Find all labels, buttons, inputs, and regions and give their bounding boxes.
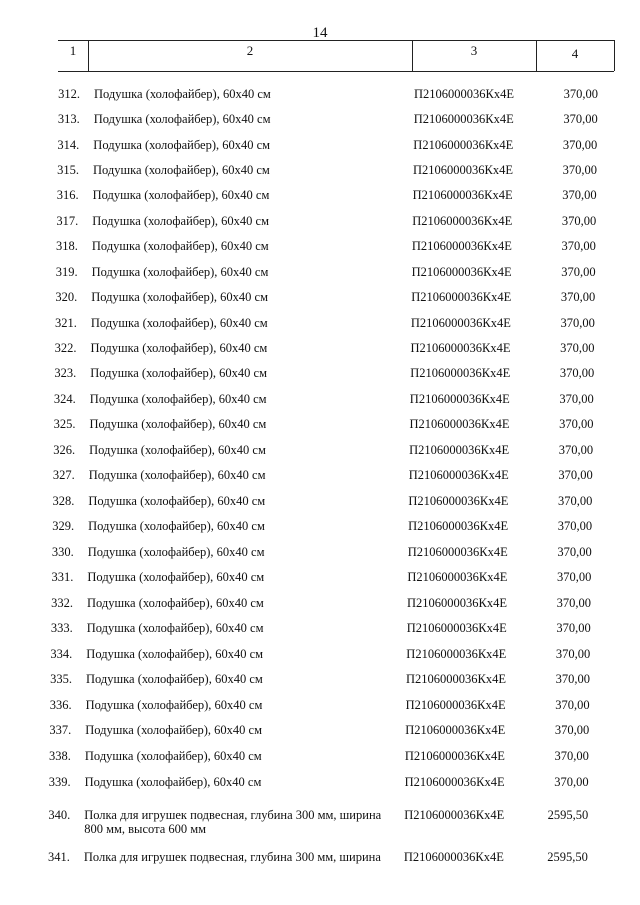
item-name: Подушка (холофайбер), 60x40 см [86, 621, 264, 635]
item-name: Подушка (холофайбер), 60x40 см [85, 698, 263, 712]
item-price: 370,00 [559, 417, 594, 431]
item-name: Подушка (холофайбер), 60x40 см [89, 392, 267, 406]
item-name: Подушка (холофайбер), 60x40 см [91, 290, 268, 304]
item-code: П2106000036Кх4Е [405, 698, 506, 712]
item-name: Подушка (холофайбер), 60x40 см [90, 316, 268, 330]
row-number: 321. [55, 316, 77, 330]
row-number: 325. [53, 417, 76, 431]
row-number: 328. [52, 494, 75, 508]
item-name: Подушка (холофайбер), 60x40 см [92, 214, 269, 228]
item-code: П2106000036Кх4Е [407, 596, 507, 610]
item-price: 370,00 [562, 138, 598, 152]
row-number: 333. [50, 621, 73, 635]
item-code: П2106000036Кх4Е [403, 850, 504, 864]
row-number: 326. [53, 443, 76, 457]
item-price: 370,00 [554, 775, 589, 789]
item-name: Подушка (холофайбер), 60x40 см [93, 112, 271, 126]
item-price: 370,00 [559, 392, 594, 406]
item-code: П2106000036Кх4Е [406, 647, 507, 661]
row-number: 317. [56, 214, 79, 228]
row-number: 319. [55, 265, 78, 279]
item-price: 370,00 [555, 672, 590, 686]
item-name: Подушка (холофайбер), 60x40 см [90, 366, 267, 380]
item-name: Полка для игрушек подвесная, глубина 300 мм, ширина 800 мм, высота 600 мм [84, 808, 382, 836]
item-price: 370,00 [554, 723, 590, 737]
item-code: П2106000036Кх4Е [414, 87, 514, 101]
item-code: П2106000036Кх4Е [408, 519, 509, 533]
item-code: П2106000036Кх4Е [410, 366, 511, 380]
row-number: 339. [48, 775, 71, 789]
item-name: Подушка (холофайбер), 60x40 см [89, 417, 267, 431]
row-number: 338. [49, 749, 71, 763]
row-number: 335. [50, 672, 72, 686]
header-col-1: 1 [69, 43, 77, 58]
item-price: 370,00 [555, 698, 590, 712]
row-number: 329. [52, 519, 75, 533]
item-code: П2106000036Кх4Е [404, 749, 505, 763]
item-code: П2106000036Кх4Е [411, 265, 512, 279]
item-price: 370,00 [559, 366, 595, 380]
item-price: 370,00 [563, 112, 598, 126]
item-price: 370,00 [561, 214, 597, 228]
item-code: П2106000036Кх4Е [409, 443, 510, 457]
header-col-3: 3 [470, 43, 478, 58]
item-code: П2106000036Кх4Е [409, 392, 510, 406]
item-price: 370,00 [560, 290, 596, 304]
row-number: 315. [57, 163, 79, 177]
item-price: 370,00 [556, 621, 591, 635]
row-number: 340. [48, 808, 71, 822]
item-name: Подушка (холофайбер), 60x40 см [87, 596, 264, 610]
item-code: П2106000036Кх4Е [412, 214, 513, 228]
row-number: 337. [49, 723, 72, 737]
row-number: 312. [58, 87, 80, 101]
item-name: Подушка (холофайбер), 60x40 см [88, 519, 265, 533]
item-name: Подушка (холофайбер), 60x40 см [85, 723, 262, 737]
item-name: Подушка (холофайбер), 60x40 см [93, 138, 271, 152]
item-code: П2106000036Кх4Е [413, 112, 514, 126]
item-price: 370,00 [556, 596, 591, 610]
item-price: 370,00 [558, 443, 594, 457]
item-code: П2106000036Кх4Е [413, 138, 514, 152]
item-name: Подушка (холофайбер), 60x40 см [89, 443, 266, 457]
page-number: 14 [312, 25, 328, 41]
item-name: Подушка (холофайбер), 60x40 см [91, 239, 269, 253]
item-code: П2106000036Кх4Е [404, 808, 505, 822]
item-code: П2106000036Кх4Е [404, 775, 505, 789]
item-price: 370,00 [560, 341, 595, 355]
item-name: Подушка (холофайбер), 60x40 см [87, 545, 265, 559]
item-name: Подушка (холофайбер), 60x40 см [93, 163, 270, 177]
item-price: 370,00 [555, 647, 591, 661]
item-code: П2106000036Кх4Е [410, 316, 511, 330]
item-price: 370,00 [560, 316, 595, 330]
item-name: Подушка (холофайбер), 60x40 см [87, 570, 265, 584]
row-number: 330. [51, 545, 74, 559]
item-price: 370,00 [561, 239, 596, 253]
item-code: П2106000036Кх4Е [410, 341, 511, 355]
row-number: 336. [49, 698, 72, 712]
item-name: Подушка (холофайбер), 60x40 см [88, 494, 266, 508]
item-name: Полка для игрушек подвесная, глубина 300 мм, ширина [83, 850, 381, 864]
row-number: 341. [48, 850, 70, 864]
item-name: Подушка (холофайбер), 60x40 см [86, 672, 263, 686]
item-code: П2106000036Кх4Е [412, 188, 513, 202]
item-code: П2106000036Кх4Е [408, 468, 509, 482]
item-price: 2595,50 [547, 850, 588, 864]
item-code: П2106000036Кх4Е [411, 290, 512, 304]
row-number: 318. [56, 239, 78, 253]
item-price: 370,00 [563, 87, 598, 101]
row-number: 314. [57, 138, 80, 152]
header-bottom-border [58, 71, 614, 72]
row-number: 324. [53, 392, 76, 406]
item-name: Подушка (холофайбер), 60x40 см [84, 749, 262, 763]
item-code: П2106000036Кх4Е [409, 417, 510, 431]
item-price: 370,00 [554, 749, 589, 763]
item-name: Подушка (холофайбер), 60x40 см [92, 188, 270, 202]
row-number: 334. [50, 647, 73, 661]
item-price: 370,00 [558, 468, 593, 482]
row-number: 320. [55, 290, 78, 304]
item-name: Подушка (холофайбер), 60x40 см [90, 341, 268, 355]
item-name: Подушка (холофайбер), 60x40 см [86, 647, 264, 661]
row-number: 327. [52, 468, 75, 482]
item-price: 370,00 [562, 188, 597, 202]
item-price: 370,00 [562, 163, 597, 177]
item-code: П2106000036Кх4Е [406, 672, 506, 686]
row-number: 332. [51, 596, 73, 610]
header-col-2: 2 [246, 43, 254, 58]
item-price: 370,00 [557, 570, 592, 584]
item-name: Подушка (холофайбер), 60x40 см [94, 87, 271, 101]
item-code: П2106000036Кх4Е [413, 163, 513, 177]
row-number: 316. [56, 188, 79, 202]
item-name: Подушка (холофайбер), 60x40 см [91, 265, 269, 279]
row-number: 313. [57, 112, 80, 126]
item-code: П2106000036Кх4Е [406, 621, 507, 635]
header-divider [614, 40, 615, 71]
header-col-4: 4 [571, 46, 579, 61]
item-code: П2106000036Кх4Е [407, 570, 508, 584]
item-price: 370,00 [557, 545, 592, 559]
row-number: 322. [54, 341, 77, 355]
item-code: П2106000036Кх4Е [407, 545, 508, 559]
item-code: П2106000036Кх4Е [405, 723, 506, 737]
item-price: 370,00 [558, 494, 593, 508]
item-price: 2595,50 [547, 808, 589, 822]
item-code: П2106000036Кх4Е [408, 494, 509, 508]
item-name: Подушка (холофайбер), 60x40 см [88, 468, 266, 482]
item-price: 370,00 [557, 519, 593, 533]
row-number: 323. [54, 366, 77, 380]
row-number: 331. [51, 570, 74, 584]
item-price: 370,00 [561, 265, 596, 279]
item-code: П2106000036Кх4Е [411, 239, 512, 253]
item-name: Подушка (холофайбер), 60x40 см [84, 775, 262, 789]
